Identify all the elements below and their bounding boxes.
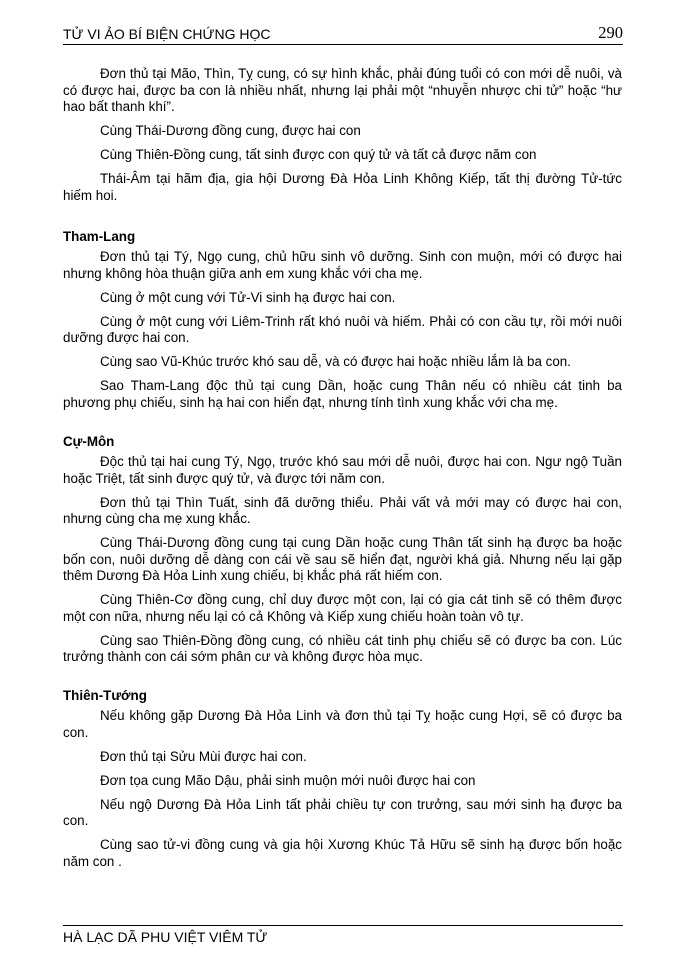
paragraph: Cùng Thiên-Đồng cung, tất sinh được con quý tử và tất cả được năm con xyxy=(100,147,537,162)
paragraph: Đơn tọa cung Mão Dậu, phải sinh muộn mới nuôi được hai con xyxy=(100,772,476,788)
paragraph: Cùng sao Thiên-Đồng đồng cung, có nhiều cát tinh phụ chiếu sẽ có được ba con. Lúc trưởng thành con cái sớm phân cư và không được hòa mục. xyxy=(63,632,622,664)
page-number: 290 xyxy=(598,23,623,42)
paragraph: Cùng Thái-Dương đồng cung, được hai con xyxy=(100,123,361,138)
paragraph: Đơn thủ tại Thìn Tuất, sinh đã dưỡng thiểu. Phải vất vả mới may có được hai con, nhưng cùng cha mẹ xung khắc. xyxy=(63,494,622,526)
paragraph: Cùng Thiên-Cơ đồng cung, chỉ duy được một con, lại có gia cát tinh sẽ có thêm được một con nữa, nhưng nếu lại có cả Không và Kiếp xung chiếu hoàn toàn vô tự. xyxy=(63,592,622,624)
paragraph: Cùng sao Vũ-Khúc trước khó sau dễ, và có được hai hoặc nhiều lắm là ba con. xyxy=(100,354,571,369)
section-intro xyxy=(63,66,622,212)
paragraph: Độc thủ tại hai cung Tý, Ngọ, trước khó sau mới dễ nuôi, được hai con. Ngư ngộ Tuần hoặc Triệt, tất sinh được quý tử, và được tới năm con. xyxy=(63,454,622,486)
paragraph: Cùng ở một cung với Tử-Vi sinh hạ được hai con. xyxy=(100,289,396,305)
page-header xyxy=(63,24,623,45)
paragraph: Nếu không gặp Dương Đà Hỏa Linh và đơn thủ tại Tỵ hoặc cung Hợi, sẽ có được ba con. xyxy=(63,708,622,740)
paragraph: Đơn thủ tại Sửu Mùi được hai con. xyxy=(100,748,307,764)
paragraph: Nếu ngộ Dương Đà Hỏa Linh tất phải chiều tự con trưởng, sau mới sinh hạ được ba con. xyxy=(63,796,622,828)
paragraph: Sao Tham-Lang độc thủ tại cung Dần, hoặc cung Thân nếu có nhiều cát tinh ba phương phụ chiếu, sinh hạ hai con hiển đạt, nhưng tính tình xung khắc với cha mẹ. xyxy=(63,378,622,410)
author-name: HÀ LẠC DÃ PHU VIỆT VIÊM TỬ xyxy=(63,929,268,945)
paragraph: Thái-Âm tại hãm địa, gia hội Dương Đà Hỏa Linh Không Kiếp, tất thị đường Tử-tức hiếm hoi. xyxy=(63,171,622,203)
paragraph: Đơn thủ tại Mão, Thìn, Tỵ cung, có sự hình khắc, phải đúng tuổi có con mới dễ nuôi, và có được hai, được ba con là nhiều nhất, nhưng lại phải một “nhuyễn nhược chi tử” hoặc “hư hao bất thanh khí”. xyxy=(63,66,622,114)
paragraph: Cùng Thái-Dương đồng cung tại cung Dần hoặc cung Thân tất sinh hạ được ba hoặc bốn con, nuôi dưỡng dễ dàng con cái về sau sẽ hiển đạt, người khá giả. Nhưng nếu lại gặp thêm Dương Đà Hỏa Linh xung chiếu, bị khắc phá rất hiếm con. xyxy=(63,535,622,583)
book-title: TỬ VI ẢO BÍ BIỆN CHỨNG HỌC xyxy=(63,26,271,42)
section-heading: Thiên-Tướng xyxy=(63,688,147,703)
section-thien-tuong xyxy=(63,687,622,878)
section-heading: Tham-Lang xyxy=(63,229,136,244)
paragraph: Đơn thủ tại Tý, Ngọ cung, chủ hữu sinh vô dưỡng. Sinh con muộn, mới có được hai nhưng không hòa thuận giữa anh em xung khắc với cha mẹ. xyxy=(63,249,622,281)
paragraph: Cùng ở một cung với Liêm-Trinh rất khó nuôi và hiếm. Phải có con cầu tự, rồi mới nuôi dưỡng được hai con. xyxy=(63,313,622,345)
section-heading: Cự-Môn xyxy=(63,434,115,449)
paragraph: Cùng sao tử-vi đồng cung và gia hội Xương Khúc Tả Hữu sẽ sinh hạ được bốn hoặc năm con . xyxy=(63,837,622,869)
section-cu-mon xyxy=(63,433,622,673)
page-footer xyxy=(63,925,623,945)
section-tham-lang xyxy=(63,228,622,419)
